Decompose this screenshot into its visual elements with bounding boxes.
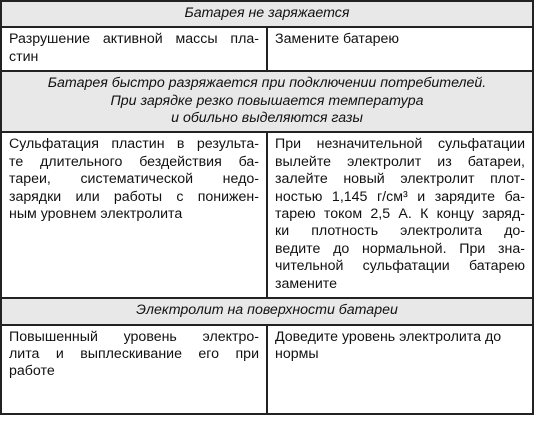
remedy-line: ки плотность электролита до- [275, 223, 525, 240]
remedy-line: залейте новый электролит плот- [275, 171, 525, 188]
cause-line: стин [9, 48, 39, 65]
remedy-line: чительной сульфатации батарею [275, 258, 525, 275]
section-header-row [1, 1, 533, 27]
section-header-fast-discharge [1, 71, 533, 132]
cause-line: те длительного бездействия ба- [9, 153, 259, 170]
section-header-battery-not-charging [1, 1, 533, 27]
cause-line: Повышенный уровень электро- [9, 328, 259, 345]
remedy-line: замените [275, 275, 338, 292]
header-line: Батарея не заряжается [184, 5, 350, 21]
remedy-cell [267, 132, 533, 298]
remedy-line: ностью 1,145 г/см³ и зарядите ба- [275, 188, 525, 205]
remedy-line: нормы [275, 345, 319, 362]
table-row [1, 27, 533, 71]
remedy-line: тарею током 2,5 А. К концу заряд- [275, 206, 525, 223]
cause-line: зарядки или работы с понижен- [9, 188, 259, 205]
section-header-row [1, 71, 533, 132]
header-line: и обильно выделяются газы [171, 110, 363, 127]
cause-line: тареи, систематической недо- [9, 171, 259, 188]
remedy-line: Доведите уровень электролита до [275, 328, 502, 345]
remedy-line: Замените батарею [275, 31, 400, 48]
remedy-cell [267, 325, 533, 414]
table-row [1, 325, 533, 414]
cause-cell [1, 132, 267, 298]
cause-line: лита и выплескивание его при [9, 345, 259, 362]
cause-cell [1, 325, 267, 414]
header-line: При зарядке резко повышается температура [110, 92, 424, 109]
header-line: Электролит на поверхности батареи [136, 302, 398, 319]
section-header-row [1, 298, 533, 324]
header-line: Батарея быстро разряжается при подключении потребителей. [47, 75, 487, 92]
remedy-line: вылейте электролит из батареи, [275, 153, 525, 170]
cause-line: Сульфатация пластин в результа- [9, 136, 259, 153]
remedy-line: При незначительной сульфатации [275, 136, 525, 153]
remedy-line: ведите до нормальной. При зна- [275, 240, 525, 257]
section-header-electrolyte-on-surface [1, 298, 533, 324]
cause-line: Разрушение активной массы пла- [9, 31, 259, 48]
cause-line: ным уровнем электролита [9, 206, 183, 223]
remedy-cell [267, 27, 533, 71]
cause-line: работе [9, 363, 55, 380]
table-row [1, 132, 533, 298]
cause-cell [1, 27, 267, 71]
